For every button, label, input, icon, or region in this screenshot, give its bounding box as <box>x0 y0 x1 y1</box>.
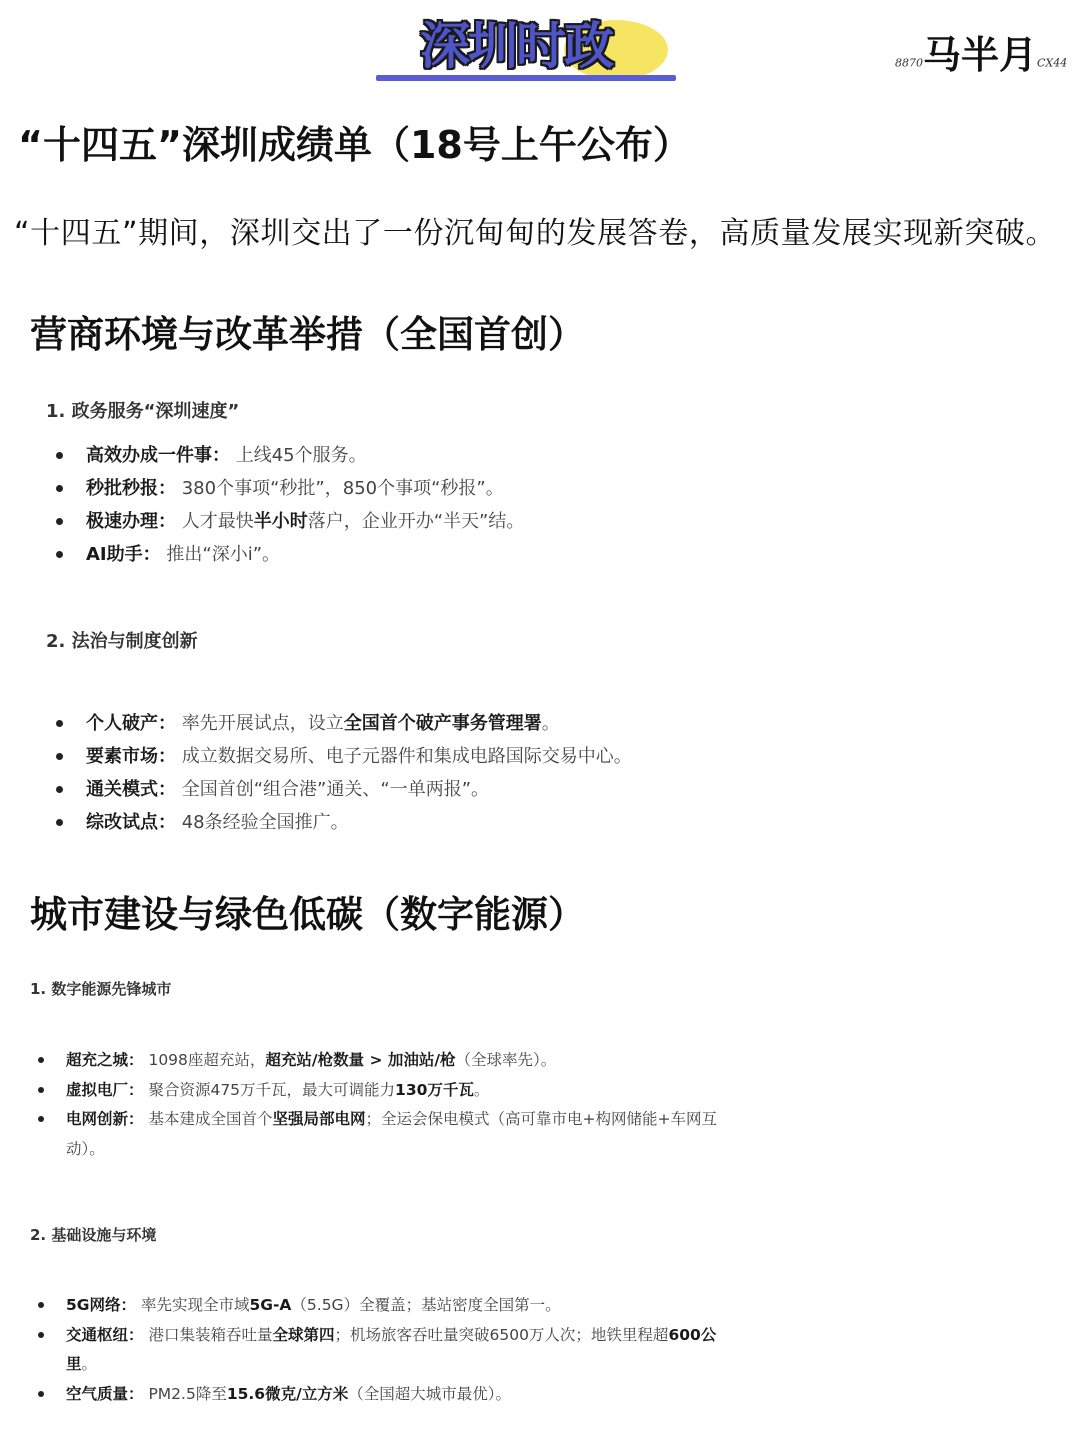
section1-sub1-title: 1. 政务服务“深圳速度” <box>46 401 240 422</box>
section1-sub2-list <box>56 707 632 839</box>
author-prefix: 8870 <box>895 56 923 70</box>
section1-heading: 营商环境与改革举措（全国首创） <box>30 313 585 356</box>
list-item: 个人破产： 率先开展试点，设立全国首个破产事务管理署。 <box>56 707 632 740</box>
list-item: 通关模式： 全国首创“组合港”通关、“一单两报”。 <box>56 773 632 806</box>
author-name: 马半月 <box>923 32 1038 77</box>
author-suffix: CX44 <box>1037 56 1068 70</box>
page-title: “十四五”深圳成绩单（18号上午公布） <box>18 123 691 167</box>
section2-sub2-title: 2. 基础设施与环境 <box>30 1226 157 1244</box>
list-item: 极速办理： 人才最快半小时落户，企业开办“半天”结。 <box>56 505 524 538</box>
section2-sub2-list <box>38 1291 728 1409</box>
intro-paragraph: “十四五”期间，深圳交出了一份沉甸甸的发展答卷，高质量发展实现新突破。 <box>14 216 1057 251</box>
list-item: 电网创新： 基本建成全国首个坚强局部电网；全运会保电模式（高可靠市电+构网储能+车网互动）。 <box>38 1105 750 1164</box>
list-item: 交通枢纽： 港口集装箱吞吐量全球第四；机场旅客吞吐量突破6500万人次；地铁里程超600公里。 <box>38 1321 728 1380</box>
section1-sub1-list <box>56 439 524 571</box>
author-signature <box>895 30 1067 80</box>
list-item: 高效办成一件事： 上线45个服务。 <box>56 439 524 472</box>
banner-title: 深圳时政 <box>420 17 612 75</box>
list-item: 要素市场： 成立数据交易所、电子元器件和集成电路国际交易中心。 <box>56 740 632 773</box>
list-item: 5G网络： 率先实现全市域5G-A（5.5G）全覆盖；基站密度全国第一。 <box>38 1291 728 1321</box>
list-item: AI助手： 推出“深小i”。 <box>56 538 524 571</box>
section2-sub1-list <box>38 1046 750 1164</box>
section2-sub1-title: 1. 数字能源先锋城市 <box>30 980 172 998</box>
section2-heading: 城市建设与绿色低碳（数字能源） <box>30 893 585 936</box>
list-item: 秒批秒报： 380个事项“秒批”，850个事项“秒报”。 <box>56 472 524 505</box>
list-item: 虚拟电厂： 聚合资源475万千瓦，最大可调能力130万千瓦。 <box>38 1076 750 1106</box>
list-item: 超充之城： 1098座超充站，超充站/枪数量 > 加油站/枪（全球率先）。 <box>38 1046 750 1076</box>
list-item: 空气质量： PM2.5降至15.6微克/立方米（全国超大城市最优）。 <box>38 1380 728 1410</box>
section1-sub2-title: 2. 法治与制度创新 <box>46 631 198 652</box>
list-item: 综改试点： 48条经验全国推广。 <box>56 806 632 839</box>
